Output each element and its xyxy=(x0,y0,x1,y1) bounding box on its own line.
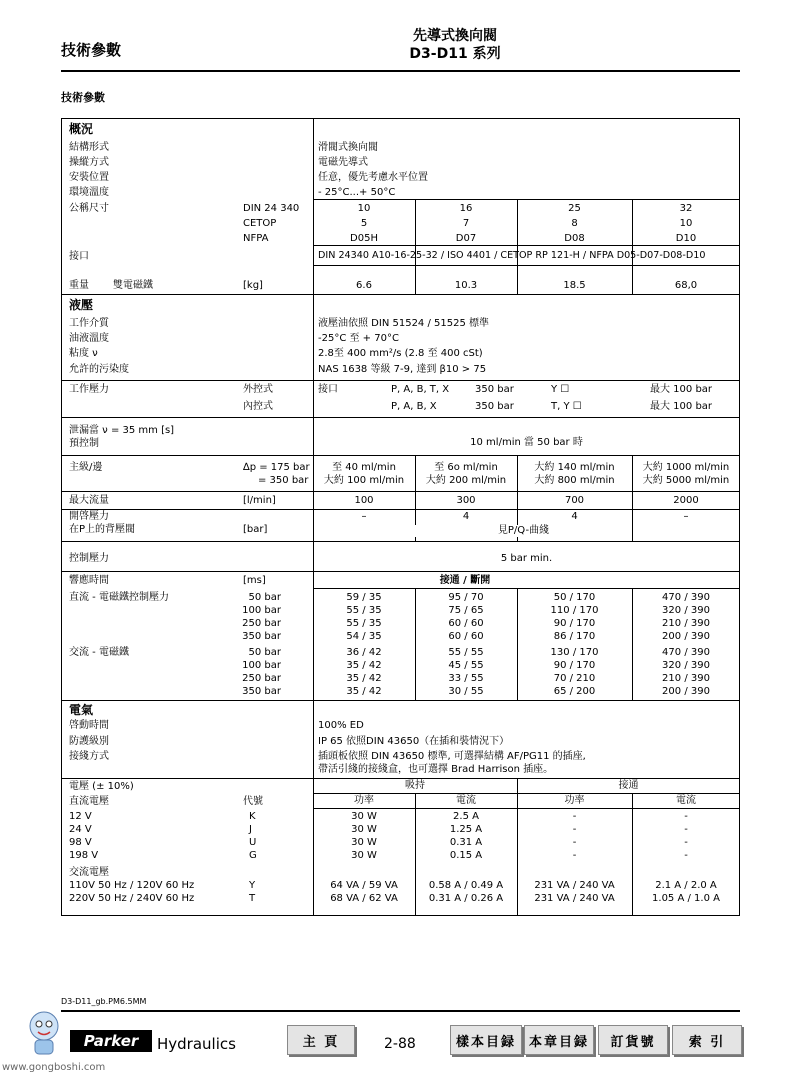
footer-file: D3-D11_gb.PM6.5MM xyxy=(61,997,147,1006)
voltage-cell: - xyxy=(572,837,577,848)
main-cell: 大約 1000 ml/min xyxy=(642,462,730,473)
size-standard: CETOP xyxy=(243,218,277,229)
voltage-cell: - xyxy=(684,850,688,861)
voltage-code: J xyxy=(249,824,252,835)
crack-unit: [bar] xyxy=(243,524,268,535)
voltage-cell: 2.1 A / 2.0 A xyxy=(655,880,717,891)
flow-cell: 2000 xyxy=(673,495,699,506)
pressure-level: 100 bar xyxy=(242,605,281,616)
voltage-cell: 64 VA / 59 VA xyxy=(330,880,398,891)
size-standard: DIN 24 340 xyxy=(243,203,300,214)
main-cell: 大約 140 ml/min xyxy=(534,462,615,473)
weight-cell: 6.6 xyxy=(356,280,372,291)
rule-elec-top xyxy=(61,700,740,701)
voltage-code: G xyxy=(249,850,257,861)
response-cell: 65 / 200 xyxy=(553,686,596,697)
header-title-line2: D3-D11 系列 xyxy=(409,46,501,62)
voltage-cell: 30 W xyxy=(351,824,377,835)
crack-note: 見P/Q-曲綫 xyxy=(415,525,632,537)
parker-logo: Parker xyxy=(70,1030,152,1052)
size-cell: D08 xyxy=(564,233,585,244)
power-head: 功率 xyxy=(564,795,585,806)
header-left-title: 技術參數 xyxy=(61,41,122,59)
response-cell: 320 / 390 xyxy=(662,605,710,616)
rule-general-bottom xyxy=(61,294,740,295)
response-cell: 35 / 42 xyxy=(346,686,382,697)
elec-label: 接綫方式 xyxy=(69,751,109,762)
hyd-label: 粘度 ν xyxy=(69,348,98,359)
elec-label: 啓動時間 xyxy=(69,720,109,731)
response-cell: 75 / 65 xyxy=(448,605,484,616)
rule-temp xyxy=(313,199,740,200)
pressure-int-ports: P, A, B, X xyxy=(391,401,437,412)
main-dp1: ∆p = 175 bar xyxy=(243,462,310,473)
resp-head: 接通 / 斷開 xyxy=(439,575,491,586)
general-label: 操縱方式 xyxy=(69,157,109,168)
general-label: 結構形式 xyxy=(69,142,109,153)
crack-cell: – xyxy=(683,511,689,522)
rule-pressure-bottom xyxy=(61,417,740,418)
response-cell: 45 / 55 xyxy=(448,660,484,671)
response-cell: 59 / 35 xyxy=(346,592,382,603)
size-cell: 5 xyxy=(360,218,368,229)
size-cell: 25 xyxy=(568,203,581,214)
order-code-button[interactable]: 訂貨號 xyxy=(598,1025,668,1055)
pressure-ext-max: 最大 100 bar xyxy=(650,384,713,395)
page-number: 2-88 xyxy=(384,1036,416,1052)
header-title xyxy=(390,27,520,63)
current-head: 電流 xyxy=(456,795,476,806)
response-cell: 210 / 390 xyxy=(662,618,710,629)
code-head: 代號 xyxy=(243,796,263,807)
hyd-value: NAS 1638 等級 7-9, 達到 β10 > 75 xyxy=(318,364,487,375)
pressure-ext: 外控式 xyxy=(243,384,273,395)
voltage-cell: 30 W xyxy=(351,811,377,822)
response-cell: 55 / 35 xyxy=(346,605,382,616)
pressure-int-bar: 350 bar xyxy=(475,401,514,412)
pressure-level: 350 bar xyxy=(242,631,281,642)
rule-crack-top xyxy=(61,509,740,510)
mascot-icon xyxy=(24,1004,64,1060)
hyd-label: 允許的污染度 xyxy=(69,364,129,375)
crack-cell: – xyxy=(361,511,367,522)
response-cell: 33 / 55 xyxy=(448,673,484,684)
current-head: 電流 xyxy=(676,795,696,806)
rule-volt-top xyxy=(61,778,740,779)
pressure-ext-y: Y ☐ xyxy=(551,384,570,395)
hyd-label: 工作介質 xyxy=(69,318,109,329)
response-cell: 70 / 210 xyxy=(553,673,596,684)
main-cell: 大約 5000 ml/min xyxy=(642,475,730,486)
pilot-value: 10 ml/min 當 50 bar 時 xyxy=(470,437,583,448)
voltage-cell: 1.05 A / 1.0 A xyxy=(652,893,720,904)
crack-cell: 4 xyxy=(462,511,470,522)
response-cell: 30 / 55 xyxy=(448,686,484,697)
voltage-code: T xyxy=(249,893,256,904)
main-cell: 大約 100 ml/min xyxy=(323,475,405,486)
response-cell: 95 / 70 xyxy=(448,592,484,603)
main-label: 主級/邊 xyxy=(69,462,103,473)
elec-value: IP 65 依照DIN 43650（在插和裝情況下） xyxy=(318,736,510,747)
pressure-level: 50 bar xyxy=(248,647,281,658)
ctrl-value: 5 bar min. xyxy=(500,553,553,564)
dc-label: 直流 - 電磁鐵控制壓力 xyxy=(69,592,169,603)
response-cell: 54 / 35 xyxy=(346,631,382,642)
hyd-value: 液壓油依照 DIN 51524 / 51525 標準 xyxy=(318,318,490,329)
voltage-label: 198 V xyxy=(69,850,99,861)
response-cell: 470 / 390 xyxy=(662,647,710,658)
voltage-cell: 0.58 A / 0.49 A xyxy=(428,880,504,891)
ac-label: 交流 - 電磁鐵 xyxy=(69,647,129,658)
voltage-cell: 30 W xyxy=(351,837,377,848)
response-cell: 90 / 170 xyxy=(553,660,596,671)
pressure-int: 內控式 xyxy=(243,401,273,412)
response-cell: 210 / 390 xyxy=(662,673,710,684)
rule-main-top xyxy=(61,455,740,456)
ctrl-label: 控制壓力 xyxy=(69,553,109,564)
leak-label: 泄漏當 ν = 35 mm [s] xyxy=(69,425,175,436)
home-button[interactable]: 主 頁 xyxy=(287,1025,355,1055)
response-cell: 320 / 390 xyxy=(662,660,710,671)
size-cell: D05H xyxy=(350,233,378,244)
voltage-cell: 30 W xyxy=(351,850,377,861)
response-cell: 35 / 42 xyxy=(346,660,382,671)
response-cell: 50 / 170 xyxy=(553,592,596,603)
voltage-cell: - xyxy=(684,837,688,848)
response-cell: 110 / 170 xyxy=(550,605,599,616)
flow-label: 最大流量 xyxy=(69,495,109,506)
header-title-line1: 先導式換向閥 xyxy=(413,28,497,44)
voltage-label: 220V 50 Hz / 240V 60 Hz xyxy=(69,893,195,904)
voltage-code: Y xyxy=(249,880,256,891)
voltage-code: U xyxy=(249,837,257,848)
weight-cell: 10.3 xyxy=(454,280,478,291)
pull-head: 接通 xyxy=(618,780,639,791)
header-rule xyxy=(61,70,740,72)
section-hydraulic: 液壓 xyxy=(69,298,94,312)
general-label: 公稱尺寸 xyxy=(69,203,109,214)
main-cell: 至 6o ml/min xyxy=(434,462,498,473)
general-label: 安裝位置 xyxy=(69,172,109,183)
index-button[interactable]: 索 引 xyxy=(672,1025,742,1055)
response-cell: 470 / 390 xyxy=(662,592,710,603)
crack-label: 開啓壓力 xyxy=(69,511,109,522)
size-cell: D07 xyxy=(455,233,477,244)
hyd-value: 2.8至 400 mm²/s (2.8 至 400 cSt) xyxy=(318,348,483,359)
hyd-value: -25°C 至 + 70°C xyxy=(318,333,399,344)
voltage-label: 110V 50 Hz / 120V 60 Hz xyxy=(69,880,195,891)
elec-value: 插頭板依照 DIN 43650 標準, 可選擇結構 AF/PG11 的插座, xyxy=(318,751,586,762)
footer-watermark: www.gongboshi.com xyxy=(2,1062,106,1073)
general-value: 任意，優先考慮水平位置 xyxy=(318,172,428,183)
size-cell: 7 xyxy=(462,218,470,229)
size-cell: 10 xyxy=(679,218,693,229)
pressure-level: 50 bar xyxy=(248,592,281,603)
pilot-label: 預控制 xyxy=(69,438,99,449)
elec-label: 防護級別 xyxy=(69,736,109,747)
flow-cell: 700 xyxy=(564,495,585,506)
response-cell: 35 / 42 xyxy=(346,673,382,684)
voltage-cell: 0.31 A / 0.26 A xyxy=(428,893,504,904)
footer-division: Hydraulics xyxy=(157,1035,236,1053)
voltage-cell: - xyxy=(572,824,577,835)
section-title: 技術參數 xyxy=(61,91,105,104)
main-cell: 大約 200 ml/min xyxy=(425,475,507,486)
crack-cell: 4 xyxy=(571,511,578,522)
voltage-cell: - xyxy=(684,811,688,822)
response-cell: 60 / 60 xyxy=(448,631,484,642)
voltage-label: 12 V xyxy=(69,811,92,822)
general-value: 電磁先導式 xyxy=(318,157,368,168)
resp-label: 響應時間 xyxy=(69,575,109,586)
rule-ctrl-top xyxy=(61,541,740,542)
voltage-cell: - xyxy=(572,850,577,861)
size-standard: NFPA xyxy=(243,233,269,244)
port-label: 接口 xyxy=(69,251,89,262)
volt-label: 電壓 (± 10%) xyxy=(69,781,134,792)
size-cell: D10 xyxy=(675,233,697,244)
hold-head: 吸持 xyxy=(405,780,425,791)
rule-pressure-top xyxy=(61,380,740,381)
pressure-level: 250 bar xyxy=(242,673,281,684)
elec-value: 100% ED xyxy=(318,720,364,731)
main-cell: 至 40 ml/min xyxy=(332,462,396,473)
size-cell: 32 xyxy=(679,203,693,214)
rule-nfpa xyxy=(313,245,740,246)
flow-cell: 100 xyxy=(354,495,374,506)
voltage-cell: 0.15 A xyxy=(449,850,483,861)
section-general: 概況 xyxy=(69,122,94,136)
voltage-cell: 68 VA / 62 VA xyxy=(330,893,398,904)
pressure-ext-bar: 350 bar xyxy=(475,384,514,395)
pressure-level: 100 bar xyxy=(242,660,281,671)
rule-resp-top xyxy=(61,571,740,572)
response-cell: 90 / 170 xyxy=(553,618,596,629)
general-label: 環境溫度 xyxy=(69,187,109,198)
general-value: 滑閥式換向閥 xyxy=(318,142,378,153)
pressure-port-word: 接口 xyxy=(318,384,338,395)
size-cell: 8 xyxy=(571,218,578,229)
response-cell: 130 / 170 xyxy=(550,647,599,658)
voltage-cell: 0.31 A xyxy=(449,837,483,848)
voltage-cell: 1.25 A xyxy=(449,824,483,835)
response-cell: 36 / 42 xyxy=(346,647,382,658)
crack-label2: 在P上的背壓閥 xyxy=(69,524,136,535)
voltage-code: K xyxy=(249,811,256,822)
rule-volt-mid xyxy=(313,793,740,794)
ac-volt-label: 交流電壓 xyxy=(69,867,109,878)
footer-rule xyxy=(61,1010,740,1012)
chapter-index-button[interactable]: 本章目録 xyxy=(524,1025,594,1055)
voltage-cell: - xyxy=(572,811,577,822)
weight-cell: 68,0 xyxy=(674,280,698,291)
pressure-level: 350 bar xyxy=(242,686,281,697)
elec-value: 帶活引綫的接綫盒，也可選擇 Brad Harrison 插座。 xyxy=(318,764,554,775)
voltage-cell: - xyxy=(684,824,688,835)
weight-cell: 18.5 xyxy=(563,280,586,291)
sample-index-button[interactable]: 樣本目録 xyxy=(450,1025,522,1055)
port-value: DIN 24340 A10-16-25-32 / ISO 4401 / CETOP RP 121-H / NFPA D05-D07-D08-D10 xyxy=(318,250,706,261)
rule-resp-head xyxy=(313,588,740,589)
pressure-int-y: T, Y ☐ xyxy=(551,401,582,412)
pressure-ext-ports: P, A, B, T, X xyxy=(391,384,450,395)
response-cell: 60 / 60 xyxy=(448,618,484,629)
size-cell: 10 xyxy=(357,203,371,214)
response-cell: 200 / 390 xyxy=(662,631,710,642)
section-electrical: 電氣 xyxy=(69,703,94,717)
flow-unit: [l/min] xyxy=(243,495,276,506)
response-cell: 55 / 35 xyxy=(346,618,382,629)
voltage-label: 24 V xyxy=(69,824,92,835)
pressure-int-max: 最大 100 bar xyxy=(650,401,713,412)
main-cell: 大約 800 ml/min xyxy=(534,475,615,486)
flow-cell: 300 xyxy=(456,495,476,506)
rule-volt-sub xyxy=(313,808,740,809)
voltage-cell: 231 VA / 240 VA xyxy=(534,880,615,891)
response-cell: 200 / 390 xyxy=(662,686,710,697)
weight-label: 重量 xyxy=(69,280,89,291)
hyd-label: 油液溫度 xyxy=(69,333,109,344)
weight-sub: 雙電磁鐵 xyxy=(113,280,153,291)
rule-port xyxy=(313,265,740,266)
pressure-label: 工作壓力 xyxy=(69,384,109,395)
voltage-label: 98 V xyxy=(69,837,92,848)
resp-unit: [ms] xyxy=(243,575,266,586)
dc-volt-label: 直流電壓 xyxy=(69,796,109,807)
size-cell: 16 xyxy=(459,203,473,214)
weight-unit: [kg] xyxy=(243,280,263,291)
power-head: 功率 xyxy=(354,795,374,806)
rule-flow-top xyxy=(61,491,740,492)
voltage-cell: 2.5 A xyxy=(453,811,479,822)
response-cell: 55 / 55 xyxy=(448,647,484,658)
response-cell: 86 / 170 xyxy=(553,631,596,642)
voltage-cell: 231 VA / 240 VA xyxy=(534,893,615,904)
main-dp2: = 350 bar xyxy=(258,475,309,486)
pressure-level: 250 bar xyxy=(242,618,281,629)
general-value: - 25°C...+ 50°C xyxy=(318,187,396,198)
